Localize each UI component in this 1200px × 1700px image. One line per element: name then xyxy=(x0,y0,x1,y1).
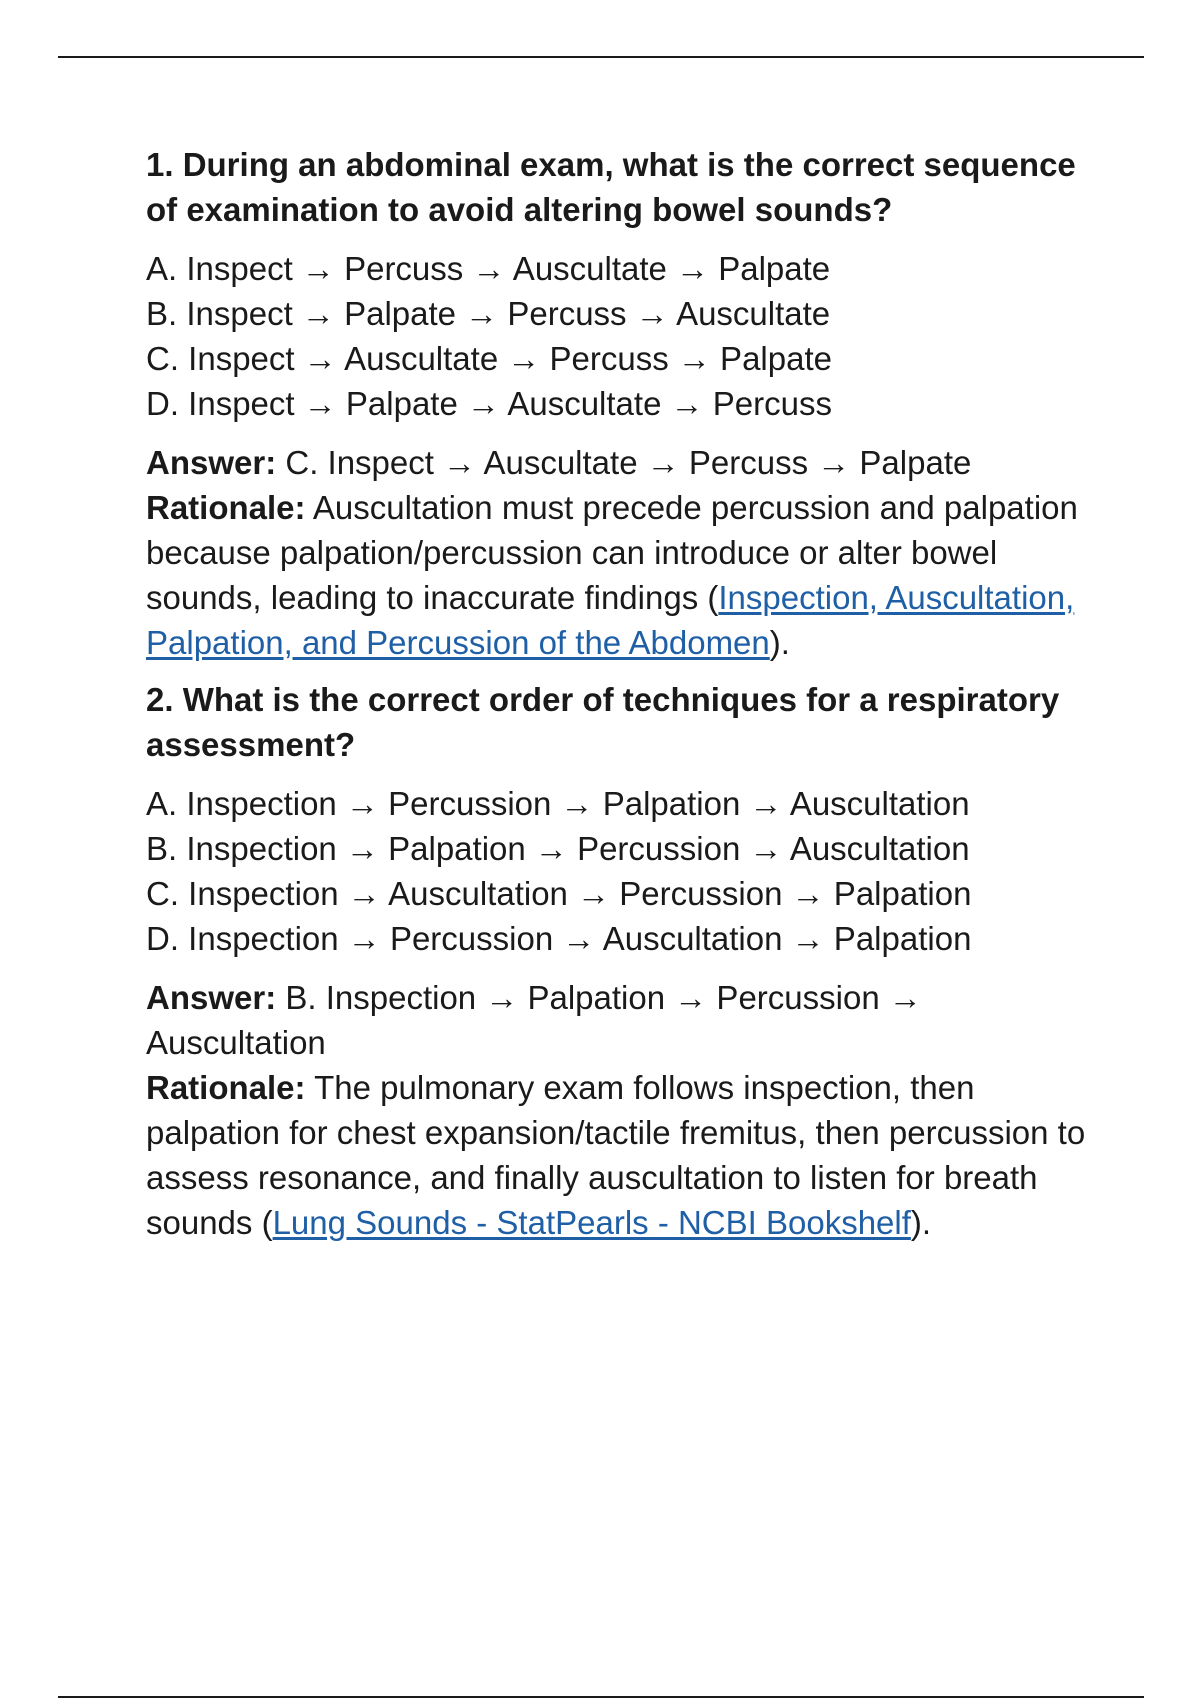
reference-link[interactable]: Inspection, Auscultation, Palpation, and Percussion of the Abdomen xyxy=(146,579,1075,661)
rationale xyxy=(146,485,1106,665)
answer-text: C. Inspect → Auscultate → Percuss → Palpate xyxy=(276,444,972,481)
option-c: C. Inspection → Auscultation → Percussion → Palpation xyxy=(146,875,972,912)
option-d: D. Inspect → Palpate → Auscultate → Percuss xyxy=(146,385,832,422)
rationale xyxy=(146,1065,1106,1245)
answer-text: B. Inspection → Palpation → Percussion → Auscultation xyxy=(146,979,922,1061)
document-body xyxy=(146,142,1106,1257)
options-list xyxy=(146,781,1106,961)
answer-label: Answer: xyxy=(146,444,277,481)
answer-line xyxy=(146,440,1106,485)
rationale-text: Auscultation must precede percussion and palpation because palpation/percussion can introduce or alter bowel sounds, leading to inaccurate findings ( xyxy=(146,489,1078,616)
top-divider xyxy=(58,56,1144,58)
rationale-end: ). xyxy=(769,624,790,661)
option-b: B. Inspection → Palpation → Percussion → Auscultation xyxy=(146,830,970,867)
rationale-end: ). xyxy=(910,1204,932,1241)
answer-block xyxy=(146,440,1106,665)
option-d: D. Inspection → Percussion → Auscultation → Palpation xyxy=(146,920,972,957)
option-b: B. Inspect → Palpate → Percuss → Auscultate xyxy=(146,295,831,332)
option-a: A. Inspection → Percussion → Palpation → Auscultation xyxy=(146,785,970,822)
option-c: C. Inspect → Auscultate → Percuss → Palpate xyxy=(146,340,832,377)
answer-line xyxy=(146,975,1106,1065)
question-1 xyxy=(146,142,1106,665)
answer-label: Answer: xyxy=(146,979,277,1016)
question-text: 2. What is the correct order of techniques for a respiratory assessment? xyxy=(146,681,1060,763)
question-text: 1. During an abdominal exam, what is the correct sequence of examination to avoid altering bowel sounds? xyxy=(146,146,1076,228)
reference-link[interactable]: Lung Sounds - StatPearls - NCBI Bookshelf xyxy=(272,1204,911,1241)
options-list xyxy=(146,246,1106,426)
option-a: A. Inspect → Percuss → Auscultate → Palpate xyxy=(146,250,831,287)
question-2 xyxy=(146,677,1106,1245)
answer-block xyxy=(146,975,1106,1245)
rationale-text: The pulmonary exam follows inspection, then palpation for chest expansion/tactile fremitus, then percussion to assess resonance, and finally auscultation to listen for breath sounds ( xyxy=(146,1069,1086,1241)
bottom-divider xyxy=(58,1696,1144,1698)
rationale-label: Rationale: xyxy=(146,489,306,526)
rationale-label: Rationale: xyxy=(146,1069,306,1106)
